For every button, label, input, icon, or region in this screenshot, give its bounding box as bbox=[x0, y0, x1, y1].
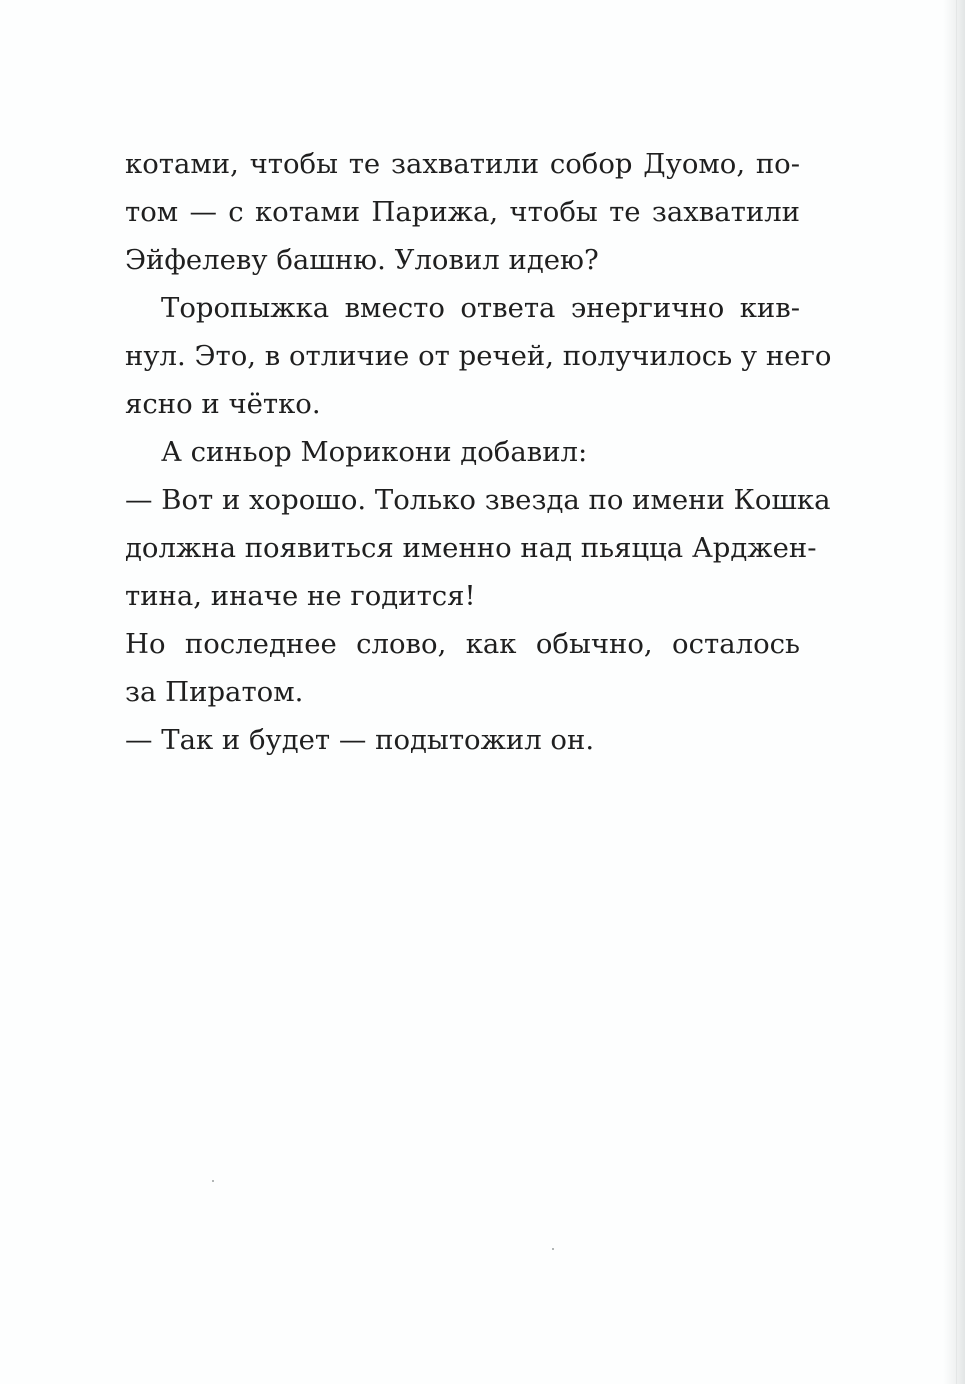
text-line: том — с котами Парижа, чтобы те захватили bbox=[125, 196, 800, 228]
text-line: за Пиратом. bbox=[125, 676, 304, 708]
page-edge-line bbox=[956, 0, 957, 1384]
scan-speck bbox=[552, 1248, 554, 1250]
page-gutter-shadow bbox=[943, 0, 965, 1384]
dialogue-line: — Так и будет — подытожил он. bbox=[125, 724, 595, 756]
text-line: Но последнее слово, как обычно, осталось bbox=[125, 628, 800, 660]
scan-speck bbox=[212, 1180, 214, 1182]
text-line: Эйфелеву башню. Уловил идею? bbox=[125, 244, 599, 276]
text-line: котами, чтобы те захватили собор Дуомо, по- bbox=[125, 148, 800, 180]
text-line: должна появиться именно над пьяцца Арджен- bbox=[125, 532, 817, 564]
text-line: нул. Это, в отличие от речей, получилось у него bbox=[125, 340, 832, 372]
text-line: ясно и чётко. bbox=[125, 388, 321, 420]
text-line: тина, иначе не годится! bbox=[125, 580, 476, 612]
text-line: А синьор Морикони добавил: bbox=[161, 436, 588, 468]
text-line: Торопыжка вместо ответа энергично кив- bbox=[161, 292, 800, 324]
dialogue-line: — Вот и хорошо. Только звезда по имени Кошка bbox=[125, 484, 831, 516]
